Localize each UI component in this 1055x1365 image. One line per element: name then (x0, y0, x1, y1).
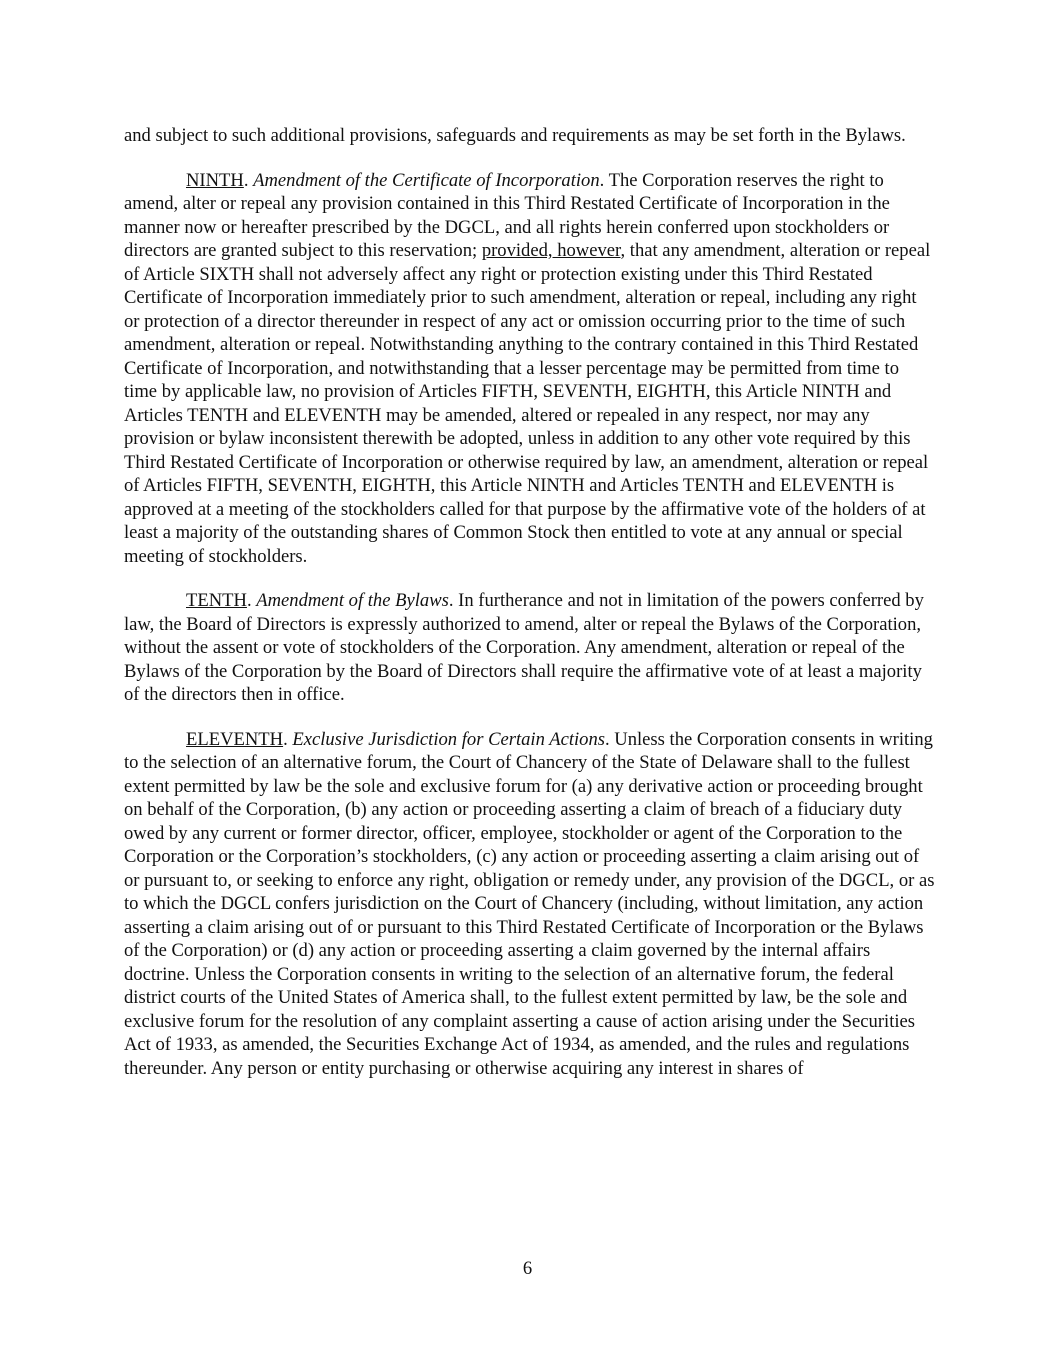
article-body-tenth: In furtherance and not in limitation of the powers conferred by law, the Board of Directors is expressly authorized to amend, alter or repeal the Bylaws of the Corporation, without the assent or vote of stockholders of the Corporation. Any amendment, alteration or repeal of the Bylaws of the Corporation by the Board of Directors shall require the affirmative vote of at least a majority of the directors then in office. (124, 590, 924, 705)
article-heading-ninth: NINTH (186, 169, 244, 191)
page-number: 6 (522, 1258, 533, 1279)
article-heading-eleventh: ELEVENTH (186, 728, 284, 750)
article-heading-tenth: TENTH (186, 590, 247, 611)
title-separator: . (604, 728, 615, 750)
title-separator: . (448, 590, 459, 611)
article-title-eleventh: Exclusive Jurisdiction for Certain Actions (292, 728, 605, 750)
paragraph-intro: and subject to such additional provisions, safeguards and requirements as may be set forth in the Bylaws. (124, 125, 906, 146)
article-title-ninth: Amendment of the Certificate of Incorporation (253, 169, 600, 191)
heading-separator: . (283, 728, 293, 750)
article-body-ninth-part2: , that any amendment, alteration or repeal of Article SIXTH shall not adversely affect any right or protection existing under this Third Restated Certificate of Incorporation immediately prior to such amendment, alteration or repeal, including any right or protection of a director thereunder in respect of any act or omission occurring prior to the time of such amendment, alteration or repeal. Notwithstanding anything to the contrary contained in this Third Restated Certificate of Incorporation, and notwithstanding that a lesser percentage may be permitted from time to time by applicable law, no provision of Articles FIFTH, SEVENTH, EIGHTH, this Article NINTH and Articles TENTH and ELEVENTH may be amended, altered or repealed in any respect, nor may any provision or bylaw inconsistent therewith be adopted, unless in addition to any other vote required by this Third Restated Certificate of Incorporation or otherwise required by law, an amendment, alteration or repeal of Articles FIFTH, SEVENTH, EIGHTH, this Article NINTH and Articles TENTH and ELEVENTH is approved at a meeting of the stockholders called for that purpose by the affirmative vote of the holders of at least a majority of the outstanding shares of Common Stock then entitled to vote at any annual or special meeting of stockholders. (124, 240, 931, 567)
paragraph-tenth (124, 589, 936, 707)
article-body-eleventh: Unless the Corporation consents in writing to the selection of an alternative forum, the Court of Chancery of the State of Delaware shall to the fullest extent permitted by law be the sole and exclusive forum for (a) any derivative action or proceeding brought on behalf of the Corporation, (b) any action or proceeding asserting a claim of breach of a fiduciary duty owed by any current or former director, officer, employee, stockholder or agent of the Corporation to the Corporation or the Corporation’s stockholders, (c) any action or proceeding asserting a claim arising out of or pursuant to, or seeking to enforce any right, obligation or remedy under, any provision of the DGCL, or as to which the DGCL confers jurisdiction on the Court of Chancery (including, without limitation, any action asserting a claim arising out of or pursuant to this Third Restated Certificate of Incorporation or the Bylaws of the Corporation) or (d) any action or proceeding asserting a claim governed by the internal affairs doctrine. Unless the Corporation consents in writing to the selection of an alternative forum, the federal district courts of the United States of America shall, to the fullest extent permitted by law, be the sole and exclusive forum for the resolution of any complaint asserting a cause of action arising under the Securities Act of 1933, as amended, the Securities Exchange Act of 1934, as amended, and the rules and regulations thereunder. Any person or entity purchasing or otherwise acquiring any interest in shares of (124, 728, 935, 1079)
article-title-tenth: Amendment of the Bylaws (256, 590, 449, 611)
paragraph-eleventh (124, 728, 936, 1081)
heading-separator: . (243, 169, 254, 191)
heading-separator: . (246, 590, 257, 611)
title-separator: . (599, 169, 609, 191)
paragraph-ninth (124, 169, 936, 569)
article-body-ninth-part1: The Corporation reserves the right to amend, alter or repeal any provision contained in this Third Restated Certificate of Incorporation in the manner now or hereafter prescribed by the DGCL, and all rights herein conferred upon stockholders or directors are granted subject to this reservation; (124, 169, 890, 261)
proviso-text: provided, however (481, 240, 621, 261)
document-body (124, 124, 936, 1080)
